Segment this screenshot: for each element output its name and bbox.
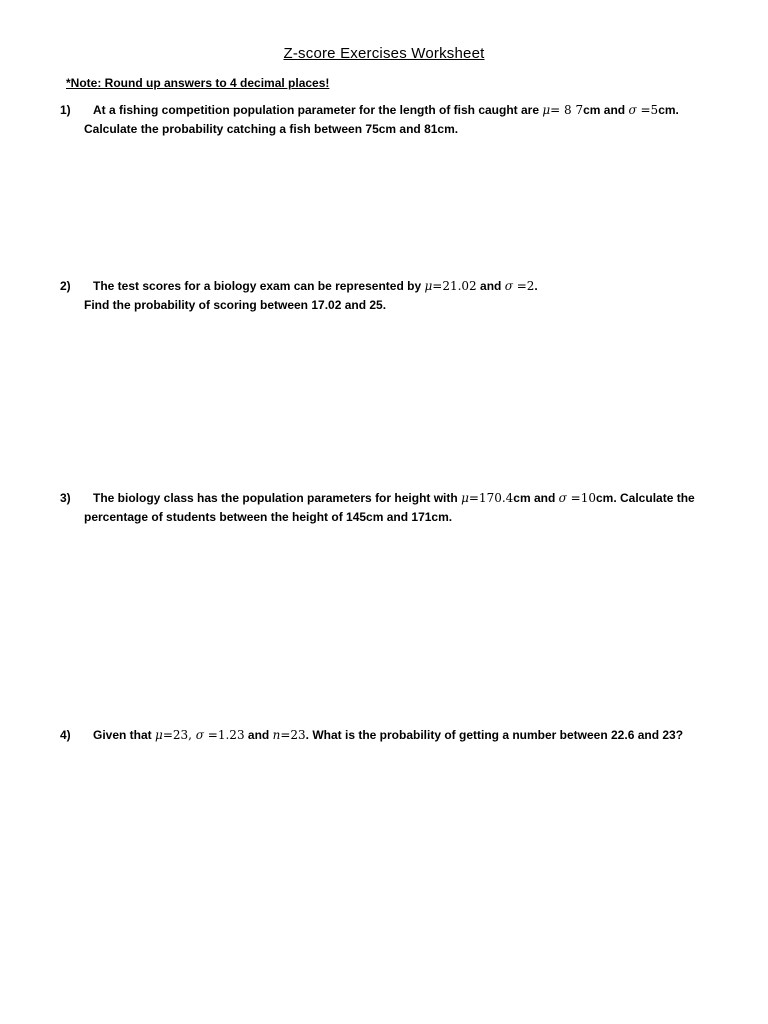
question-3 [60,489,720,527]
question-text: and [476,279,505,293]
question-number: 2) [60,279,71,293]
worksheet-title: Z-score Exercises Worksheet [283,45,485,62]
question-text: and [244,728,273,742]
question-text: . [534,279,538,293]
question-line-2: Calculate the probability catching a fish between 75cm and 81cm. [84,122,459,136]
rounding-note: *Note: Round up answers to 4 decimal places! [66,76,330,90]
question-number: 4) [60,728,71,742]
mu-symbol: μ [461,491,469,505]
question-line-2: percentage of students between the height of 145cm and 171cm. [84,510,453,524]
question-text: cm and [513,491,559,505]
question-number: 3) [60,491,71,505]
question-4 [60,726,720,745]
mu-value: =23, [162,728,196,742]
sigma-value: =5 [636,103,659,117]
question-text: The biology class has the population parameters for height with [93,491,462,505]
mu-value: = 8 7 [550,103,584,117]
mu-symbol: μ [155,728,163,742]
mu-value: =170.4 [468,491,514,505]
mu-symbol: μ [424,279,433,293]
question-text: The test scores for a biology exam can be represented by [93,279,425,293]
sigma-value: =10 [566,491,596,505]
question-text: cm and [583,103,629,117]
question-line-1 [60,489,720,508]
sigma-value: =1.23 [203,728,245,742]
question-text: . What is the probability of getting a number between 22.6 and 23? [305,728,684,742]
question-text: At a fishing competition population parameter for the length of fish caught are [93,103,543,117]
question-line-1 [60,726,720,745]
question-line-1 [60,277,720,296]
sigma-symbol: σ [558,491,567,505]
mu-value: =21.02 [432,279,477,293]
question-line-1 [60,101,720,120]
n-symbol: n [272,728,281,742]
sigma-value: =2 [512,279,535,293]
question-2 [60,277,720,315]
question-text: Given that [93,728,156,742]
n-value: =23 [280,728,306,742]
sigma-symbol: σ [195,728,204,742]
question-number: 1) [60,103,71,117]
sigma-symbol: σ [504,279,513,293]
question-line-2: Find the probability of scoring between 17.02 and 25. [84,298,387,312]
question-text: cm. [658,103,679,117]
sigma-symbol: σ [628,103,637,117]
question-1 [60,101,720,139]
question-text: cm. Calculate the [596,491,695,505]
mu-symbol: μ [542,103,551,117]
